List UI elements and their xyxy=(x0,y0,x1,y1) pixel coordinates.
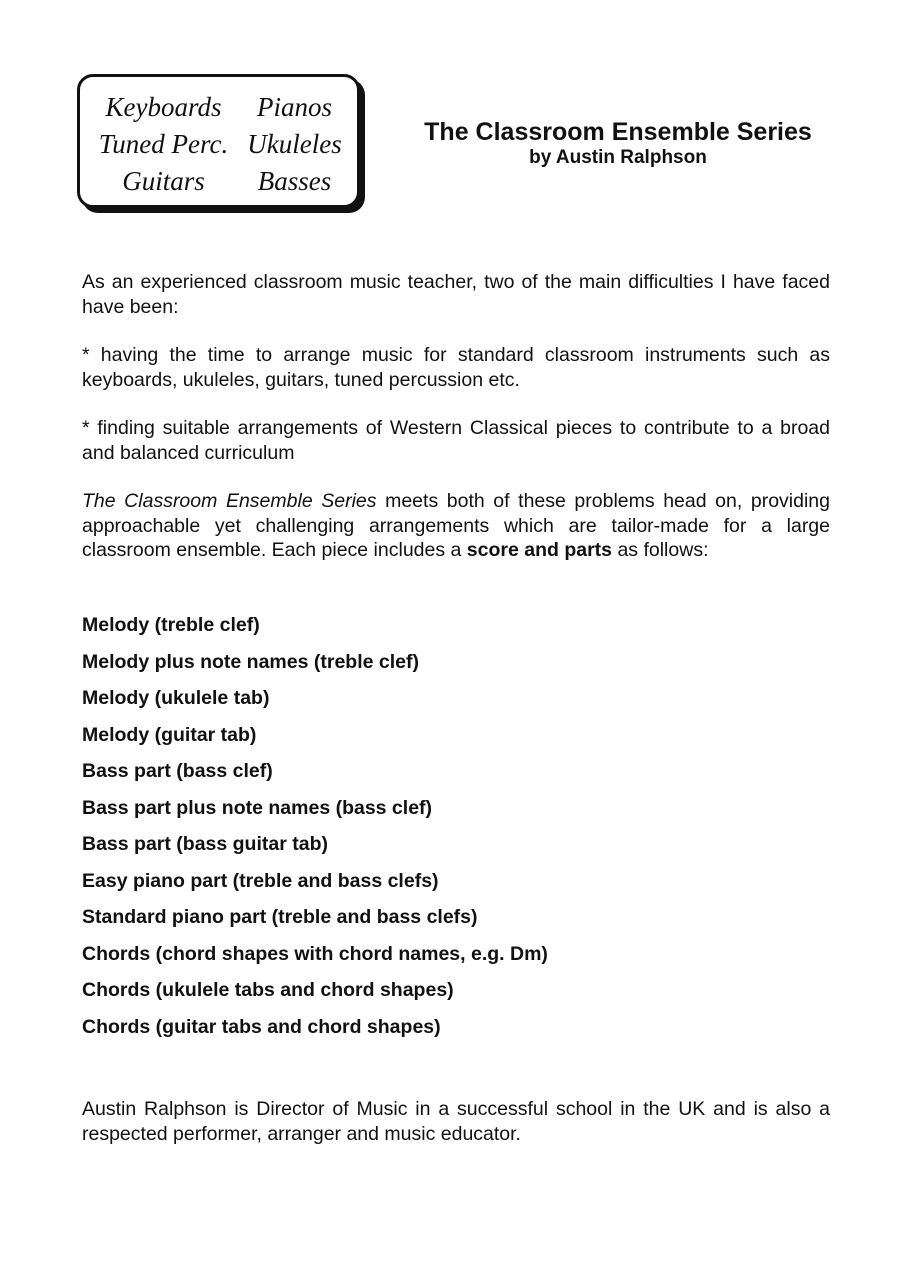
series-description-text: meets both of these problems head on, providing approachable yet challenging arrangements which are tailor-made for a large classroom ensemble. Each piece includes a xyxy=(82,490,830,561)
page-title: The Classroom Ensemble Series xyxy=(424,118,812,146)
list-item: Standard piano part (treble and bass clefs) xyxy=(82,906,478,928)
list-item: Melody (guitar tab) xyxy=(82,723,257,746)
list-item: Bass part (bass clef) xyxy=(82,760,273,782)
difficulty-one: * having the time to arrange music for standard classroom instruments such as keyboards, ukuleles, guitars, tuned percussion etc. xyxy=(82,344,830,391)
parts-list xyxy=(82,607,548,1045)
instrument-basses: Basses xyxy=(257,166,332,196)
series-description-end: as follows: xyxy=(612,539,709,561)
instrument-tuned-perc: Tuned Perc. xyxy=(98,129,229,159)
list-item: Chords (guitar tabs and chord shapes) xyxy=(82,1015,441,1038)
difficulty-two: * finding suitable arrangements of Western Classical pieces to contribute to a broad and balanced curriculum xyxy=(82,417,830,464)
instrument-grid xyxy=(80,89,357,200)
list-item: Chords (ukulele tabs and chord shapes) xyxy=(82,979,454,1001)
series-name-italic: The Classroom Ensemble Series xyxy=(82,490,377,512)
list-item: Melody plus note names (treble clef) xyxy=(82,650,419,673)
instrument-box xyxy=(77,74,360,208)
author-bio: Austin Ralphson is Director of Music in a successful school in the UK and is also a respected performer, arranger and music educator. xyxy=(82,1098,830,1145)
intro-paragraph: As an experienced classroom music teacher, two of the main difficulties I have faced have been: xyxy=(82,271,830,318)
list-item: Bass part (bass guitar tab) xyxy=(82,833,328,855)
instrument-pianos: Pianos xyxy=(256,92,332,122)
instrument-guitars: Guitars xyxy=(122,166,205,196)
list-item: Melody (ukulele tab) xyxy=(82,687,270,709)
author-line: by Austin Ralphson xyxy=(529,147,707,168)
list-item: Easy piano part (treble and bass clefs) xyxy=(82,869,439,892)
list-item: Melody (treble clef) xyxy=(82,614,260,636)
title-block xyxy=(395,117,841,169)
score-and-parts-bold: score and parts xyxy=(466,539,613,561)
list-item: Chords (chord shapes with chord names, e.g. Dm) xyxy=(82,942,548,965)
instrument-ukuleles: Ukuleles xyxy=(247,129,342,159)
list-item: Bass part plus note names (bass clef) xyxy=(82,796,433,819)
instrument-keyboards: Keyboards xyxy=(105,92,222,122)
series-description xyxy=(82,489,830,563)
